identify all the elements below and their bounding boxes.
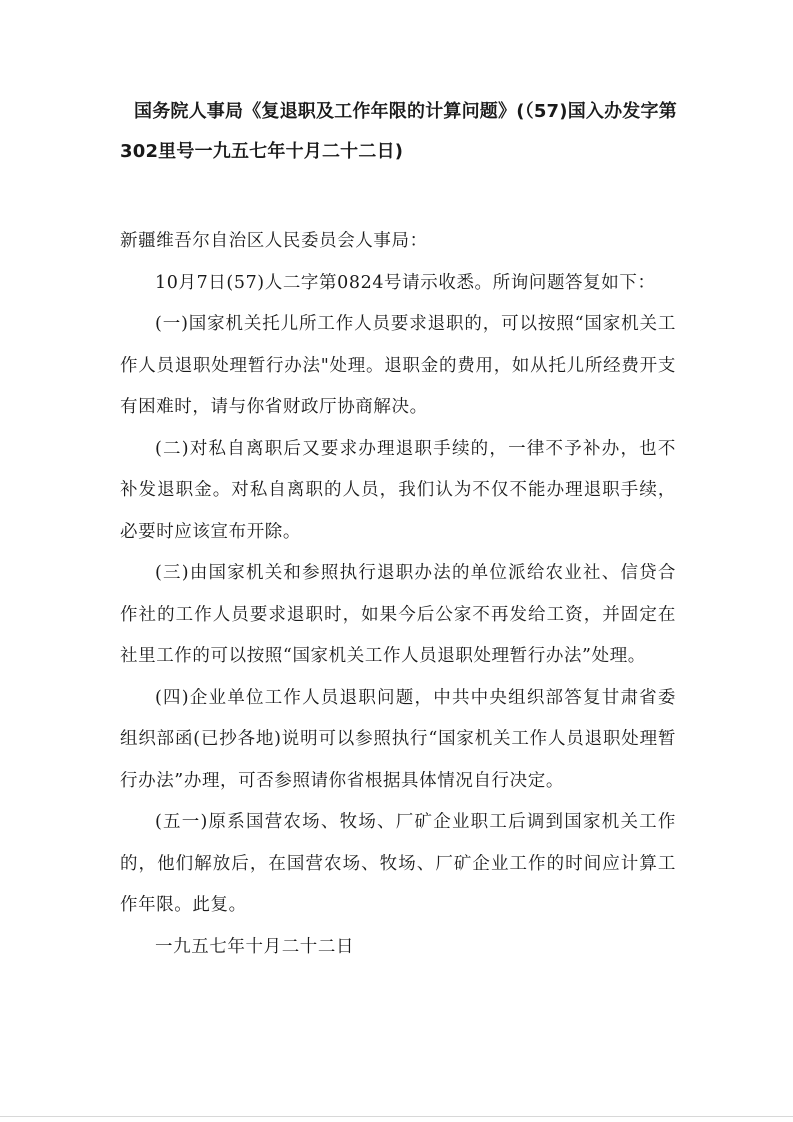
document-body [120,221,676,968]
document-title: 国务院人事局《复退职及工作年限的计算问题》(（57)国入办发字第302里号一九五七年十月二十二日) [120,101,677,162]
document-date: 一九五七年十月二十二日 [155,936,355,957]
salutation: 新疆维吾尔自治区人民委员会人事局： [120,231,428,251]
paragraph-acknowledgement: 10月7日(57)人二字第0824号请示收悉。所询问题答复如下： [155,272,656,293]
paragraph-item-4: (四)企业单位工作人员退职问题，中共中央组织部答复甘肃省委组织部函(已抄各地)说明可以参照执行“国家机关工作人员退职处理暂行办法”办理，可否参照请你省根据具体情况自行决定。 [120,687,676,791]
page-bottom-divider [0,1116,793,1117]
paragraph-item-2: (二)对私自离职后又要求办理退职手续的，一律不予补办，也不补发退职金。对私自离职的人员，我们认为不仅不能办理退职手续，必要时应该宣布开除。 [120,438,676,542]
paragraph-item-1: (一)国家机关托儿所工作人员要求退职的，可以按照“国家机关工作人员退职处理暂行办法"处理。退职金的费用，如从托儿所经费开支有困难时，请与你省财政厅协商解决。 [120,314,676,417]
paragraph-item-5: (五一)原系国营农场、牧场、厂矿企业职工后调到国家机关工作的，他们解放后，在国营农场、牧场、厂矿企业工作的时间应计算工作年限。此复。 [120,812,676,915]
paragraph-item-3: (三)由国家机关和参照执行退职办法的单位派给农业社、信贷合作社的工作人员要求退职时，如果今后公家不再发给工资，并固定在社里工作的可以按照“国家机关工作人员退职处理暂行办法”处理。 [120,563,676,666]
